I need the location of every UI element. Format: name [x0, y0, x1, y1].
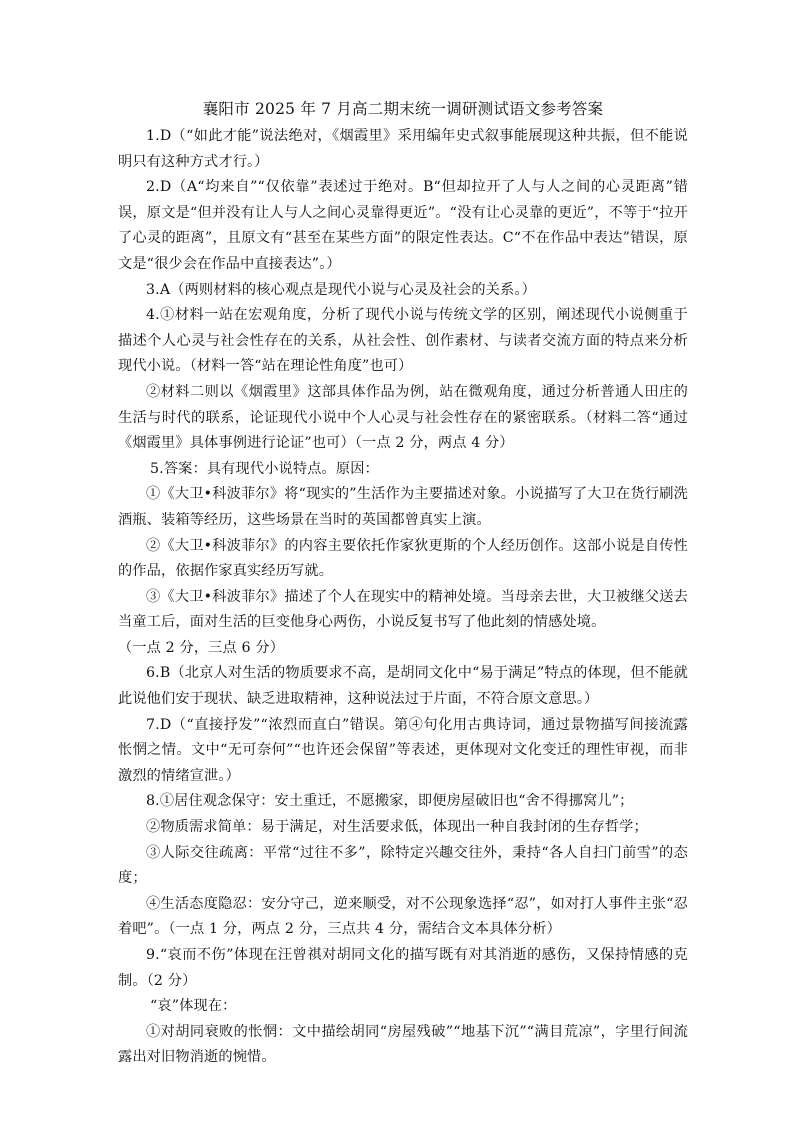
answer-4-point-2: ②材料二则以《烟霞里》这部具体作品为例，站在微观角度，通过分析普通人田庄的生活与时代的联系，论证现代小说中个人心灵与社会性存在的紧密联系。（材料二答“通过《烟霞里》具体事例进行论证”也可）（一点 2 分，两点 4 分）	[118, 383, 688, 452]
answer-7: 7.D（“直接抒发”“浓烈而直白”错误。第④句化用古典诗词，通过景物描写间接流露怅惘之情。文中“无可奈何”“也许还会保留”等表述，更体现对文化变迁的理性审视，而非激烈的情绪宣泄。）	[118, 716, 688, 784]
answer-9-sub-heading: “哀”体现在：	[150, 998, 237, 1015]
answer-8-point-1: 8.①居住观念保守：安土重迁，不愿搬家，即便房屋破旧也“舍不得挪窝儿”；	[146, 793, 634, 810]
answer-2: 2.D（A“均来自”“仅依靠”表述过于绝对。B“但却拉开了人与人之间的心灵距离”错误，原文是“但并没有让人与人之间心灵靠得更近”。“没有让心灵靠的更近”，不等于“拉开了心灵的距离”，且原文有“甚至在某些方面”的限定性表达。C“不在作品中表达”错误，原文是“很少会在作品中直接表达”。）	[118, 179, 688, 272]
answer-6: 6.B（北京人对生活的物质要求不高，是胡同文化中“易于满足”特点的体现，但不能就此说他们安于现状、缺乏进取精神，这种说法过于片面，不符合原文意思。）	[118, 665, 688, 708]
answer-5-point-3: ③《大卫•科波菲尔》描述了个人在现实中的精神处境。当母亲去世，大卫被继父送去当童工后，面对生活的巨变他身心两伤，小说反复书写了他此刻的情感处境。	[118, 588, 688, 631]
document-title: 襄阳市 2025 年 7 月高二期末统一调研测试语文参考答案	[202, 100, 604, 118]
answer-5-point-2: ②《大卫•科波菲尔》的内容主要依托作家狄更斯的个人经历创作。这部小说是自传性的作品，依据作家真实经历写就。	[118, 537, 688, 580]
answer-8-point-2: ②物质需求简单：易于满足，对生活要求低，体现出一种自我封闭的生存哲学；	[146, 819, 648, 836]
answer-8-point-3: ③人际交往疏离：平常“过往不多”，除特定兴趣交往外，秉持“各人自扫门前雪”的态度；	[118, 844, 688, 887]
answer-body	[118, 124, 688, 1071]
answer-5-scoring: （一点 2 分，三点 6 分）	[118, 639, 285, 656]
answer-8-point-4: ④生活态度隐忍：安分守己，逆来顺受，对不公现象选择“忍”，如对打人事件主张“忍着吧”。（一点 1 分，两点 2 分，三点共 4 分，需结合文本具体分析）	[118, 895, 688, 938]
answer-5: 5.答案：具有现代小说特点。原因：	[150, 460, 379, 477]
answer-3: 3.A（两则材料的核心观点是现代小说与心灵及社会的关系。）	[146, 281, 536, 298]
answer-1: 1.D（“如此才能”说法绝对，《烟霞里》采用编年史式叙事能展现这种共振，但不能说明只有这种方式才行。）	[118, 128, 688, 170]
answer-4-point-1: 4.①材料一站在宏观角度，分析了现代小说与传统文学的区别，阐述现代小说侧重于描述个人心灵与社会性存在的关系，从社会性、创作素材、与读者交流方面的特点来分析现代小说。（材料一答“站在理论性角度”也可）	[118, 307, 688, 375]
answer-9-point-1: ①对胡同衰败的怅惘：文中描绘胡同“房屋残破”“地基下沉”“满目荒凉”，字里行间流露出对旧物消逝的惋惜。	[118, 1023, 688, 1066]
answer-9: 9.“哀而不伤”体现在汪曾祺对胡同文化的描写既有对其消逝的感伤，又保持情感的克制。（2 分）	[118, 947, 688, 989]
answer-5-point-1: ①《大卫•科波菲尔》将“现实的”生活作为主要描述对象。小说描写了大卫在货行刷洗酒瓶、装箱等经历，这些场景在当时的英国都曾真实上演。	[118, 486, 688, 528]
